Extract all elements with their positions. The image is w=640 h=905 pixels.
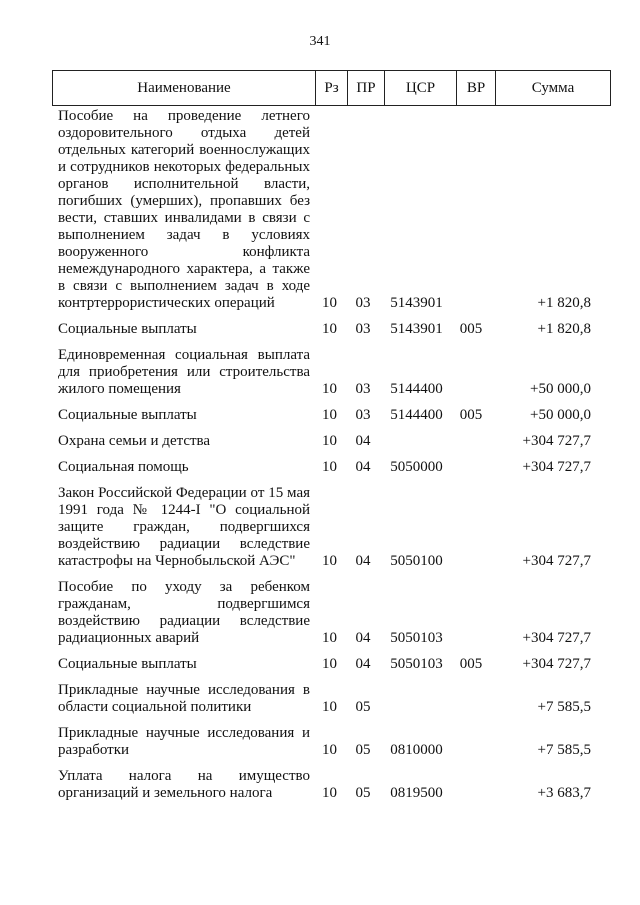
table-row bbox=[52, 725, 611, 759]
row-vr: 005 bbox=[459, 321, 483, 337]
table-row bbox=[52, 106, 611, 312]
row-name: Пособие на проведение летнего оздоровительного отдыха детей отдельных категорий военнослужащих и сотрудников некоторых федеральных органов исполнительной власти, погибших (умерших), пропавших без вести, ставших инвалидами в связи с выполнением задач в условиях вооруженного конфликта немеждународного характера, а также в связи с выполнением задач в ходе контртеррористических операций bbox=[58, 108, 310, 311]
row-name: Прикладные научные исследования в области социальной политики bbox=[58, 682, 310, 715]
row-sum: +3 683,7 bbox=[537, 785, 591, 801]
row-csr: 5050100 bbox=[390, 553, 443, 569]
row-name: Уплата налога на имущество организаций и земельного налога bbox=[58, 768, 310, 801]
row-sum: +50 000,0 bbox=[530, 381, 591, 397]
row-rz: 10 bbox=[322, 699, 337, 715]
table-row bbox=[52, 579, 611, 647]
row-rz: 10 bbox=[322, 407, 337, 423]
header-rz: Рз bbox=[315, 71, 347, 105]
row-rz: 10 bbox=[322, 321, 337, 337]
table-row bbox=[52, 433, 611, 450]
table-row bbox=[52, 321, 611, 338]
row-sum: +304 727,7 bbox=[522, 553, 591, 569]
row-pr: 05 bbox=[355, 699, 371, 715]
row-rz: 10 bbox=[322, 785, 337, 801]
header-pr: ПР bbox=[347, 71, 384, 105]
row-sum: +50 000,0 bbox=[530, 407, 591, 423]
row-name: Социальные выплаты bbox=[58, 321, 197, 337]
row-csr: 5144400 bbox=[390, 381, 443, 397]
row-sum: +304 727,7 bbox=[522, 433, 591, 449]
row-name: Единовременная социальная выплата для приобретения или строительства жилого помещения bbox=[58, 347, 310, 397]
row-name: Пособие по уходу за ребенком гражданам, подвергшимся воздействию радиации вследствие радиационных аварий bbox=[58, 579, 310, 646]
row-sum: +304 727,7 bbox=[522, 656, 591, 672]
row-rz: 10 bbox=[322, 742, 337, 758]
table-row bbox=[52, 682, 611, 716]
row-sum: +304 727,7 bbox=[522, 630, 591, 646]
row-sum: +1 820,8 bbox=[537, 295, 591, 311]
row-sum: +304 727,7 bbox=[522, 459, 591, 475]
page-number: 341 bbox=[309, 34, 331, 49]
row-pr: 05 bbox=[355, 742, 371, 758]
row-rz: 10 bbox=[322, 433, 337, 449]
row-name: Закон Российской Федерации от 15 мая 1991 года № 1244-I "О социальной защите граждан, подвергшихся воздействию радиации вследствие катастрофы на Чернобыльской АЭС" bbox=[58, 485, 310, 569]
header-csr: ЦСР bbox=[384, 71, 456, 105]
table-row bbox=[52, 485, 611, 570]
table-row bbox=[52, 347, 611, 398]
header-vr: ВР bbox=[456, 71, 495, 105]
row-rz: 10 bbox=[322, 381, 337, 397]
row-csr: 5050103 bbox=[390, 630, 443, 646]
row-name: Прикладные научные исследования и разработки bbox=[58, 725, 310, 758]
row-csr: 5050103 bbox=[390, 656, 443, 672]
row-rz: 10 bbox=[322, 553, 337, 569]
row-sum: +7 585,5 bbox=[537, 699, 591, 715]
row-csr: 5144400 bbox=[390, 407, 443, 423]
row-pr: 05 bbox=[355, 785, 371, 801]
row-sum: +7 585,5 bbox=[537, 742, 591, 758]
row-csr: 0810000 bbox=[390, 742, 443, 758]
row-sum: +1 820,8 bbox=[537, 321, 591, 337]
row-rz: 10 bbox=[322, 295, 337, 311]
row-rz: 10 bbox=[322, 630, 337, 646]
row-pr: 04 bbox=[355, 433, 371, 449]
row-name: Социальные выплаты bbox=[58, 656, 197, 672]
row-name: Охрана семьи и детства bbox=[58, 433, 211, 449]
row-pr: 04 bbox=[355, 630, 371, 646]
row-pr: 04 bbox=[355, 656, 371, 672]
row-pr: 04 bbox=[355, 553, 371, 569]
row-rz: 10 bbox=[322, 459, 337, 475]
row-vr: 005 bbox=[459, 407, 483, 423]
header-name: Наименование bbox=[137, 79, 231, 96]
row-pr: 04 bbox=[355, 459, 371, 475]
row-csr: 5143901 bbox=[390, 295, 443, 311]
row-rz: 10 bbox=[322, 656, 337, 672]
row-csr: 5050000 bbox=[390, 459, 443, 475]
row-name: Социальные выплаты bbox=[58, 407, 197, 423]
table-row bbox=[52, 459, 611, 476]
row-pr: 03 bbox=[355, 381, 371, 397]
table-body bbox=[52, 106, 611, 811]
row-name: Социальная помощь bbox=[58, 459, 189, 475]
table-header bbox=[52, 70, 611, 106]
table-row bbox=[52, 656, 611, 673]
table-row bbox=[52, 407, 611, 424]
row-pr: 03 bbox=[355, 295, 371, 311]
row-csr: 0819500 bbox=[390, 785, 443, 801]
row-pr: 03 bbox=[355, 407, 371, 423]
header-sum: Сумма bbox=[495, 71, 610, 105]
row-csr: 5143901 bbox=[390, 321, 443, 337]
row-vr: 005 bbox=[459, 656, 483, 672]
table-row bbox=[52, 768, 611, 802]
row-pr: 03 bbox=[355, 321, 371, 337]
